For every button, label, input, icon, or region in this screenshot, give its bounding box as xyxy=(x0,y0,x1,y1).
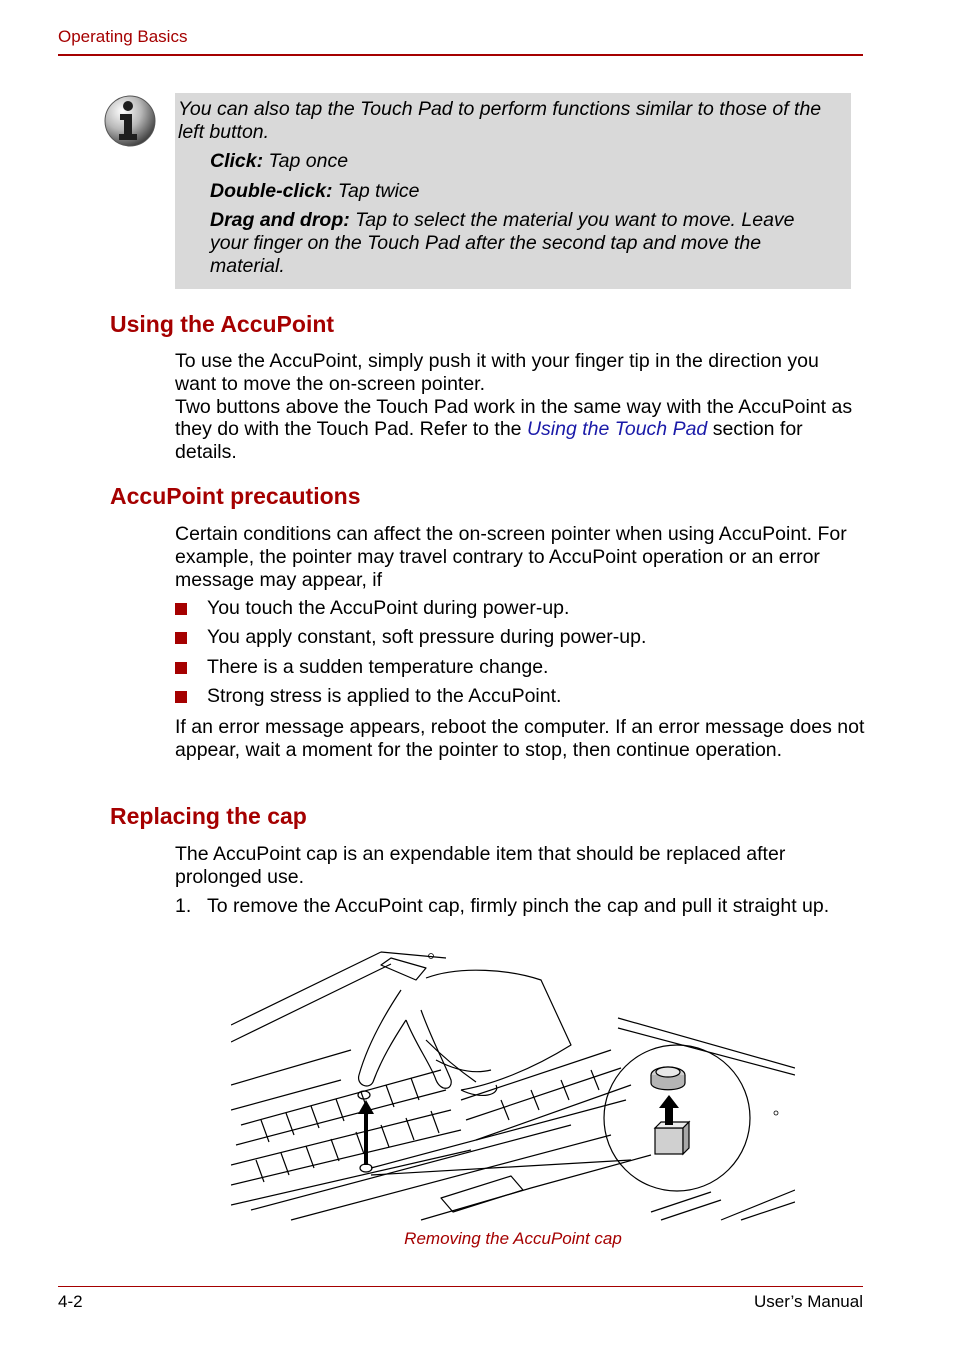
section-heading: Replacing the cap xyxy=(110,803,307,829)
page-number: 4-2 xyxy=(58,1292,83,1311)
step-text: To remove the AccuPoint cap, firmly pinch the cap and pull it straight up. xyxy=(207,895,830,917)
manual-title: User’s Manual xyxy=(754,1292,863,1311)
note-desc: Tap once xyxy=(263,150,349,172)
note-item-click xyxy=(210,150,840,173)
list-item-text: You touch the AccuPoint during power-up. xyxy=(207,597,570,619)
paragraph: The AccuPoint cap is an expendable item that should be replaced after prolonged use. xyxy=(175,843,786,888)
running-header: Operating Basics xyxy=(58,27,188,46)
footer-rule xyxy=(58,1286,863,1287)
note-term: Double-click: xyxy=(210,180,333,202)
section-heading: Using the AccuPoint xyxy=(110,311,335,337)
cross-reference-link[interactable]: Using the Touch Pad xyxy=(526,418,708,441)
paragraph: Certain conditions can affect the on-screen pointer when using AccuPoint. For example, the pointer may travel contrary to AccuPoint operation or an error message may appear, if xyxy=(175,523,847,591)
section-heading: AccuPoint precautions xyxy=(110,483,361,509)
bullet-square-icon xyxy=(175,632,187,644)
bullet-square-icon xyxy=(175,662,187,674)
note-item-drag-and-drop xyxy=(210,209,835,278)
note-desc: Tap to select the material you want to move. Leave your finger on the Touch Pad after the second tap and move the material. xyxy=(210,209,795,277)
paragraph-text: Two buttons above the Touch Pad work in the same way with the AccuPoint as they do with the Touch Pad. Refer to the xyxy=(175,395,853,441)
figure-caption: Removing the AccuPoint cap xyxy=(404,1229,622,1248)
list-item-text: There is a sudden temperature change. xyxy=(207,656,549,678)
paragraph-text: section for details. xyxy=(175,418,803,464)
note-item-double-click xyxy=(210,180,840,203)
note-term: Click: xyxy=(210,150,264,172)
paragraph: If an error message appears, reboot the computer. If an error message does not appear, wait a moment for the pointer to stop, then continue operation. xyxy=(175,716,865,761)
accupoint-cap-removal-illustration xyxy=(231,950,795,1222)
bullet-square-icon xyxy=(175,603,187,615)
header-rule xyxy=(58,54,863,56)
info-icon xyxy=(103,94,157,148)
paragraph-text: To use the AccuPoint, simply push it with your finger tip in the direction you want to move the on-screen pointer. xyxy=(175,350,819,395)
step-number: 1. xyxy=(175,895,192,917)
bullet-square-icon xyxy=(175,691,187,703)
list-item-text: You apply constant, soft pressure during power-up. xyxy=(207,626,647,648)
note-box xyxy=(175,93,851,289)
note-term: Drag and drop: xyxy=(210,209,350,231)
note-desc: Tap twice xyxy=(332,180,420,202)
paragraph xyxy=(175,350,865,464)
list-item-text: Strong stress is applied to the AccuPoint. xyxy=(207,685,562,707)
note-intro: You can also tap the Touch Pad to perform functions similar to those of the left button. xyxy=(178,98,822,143)
